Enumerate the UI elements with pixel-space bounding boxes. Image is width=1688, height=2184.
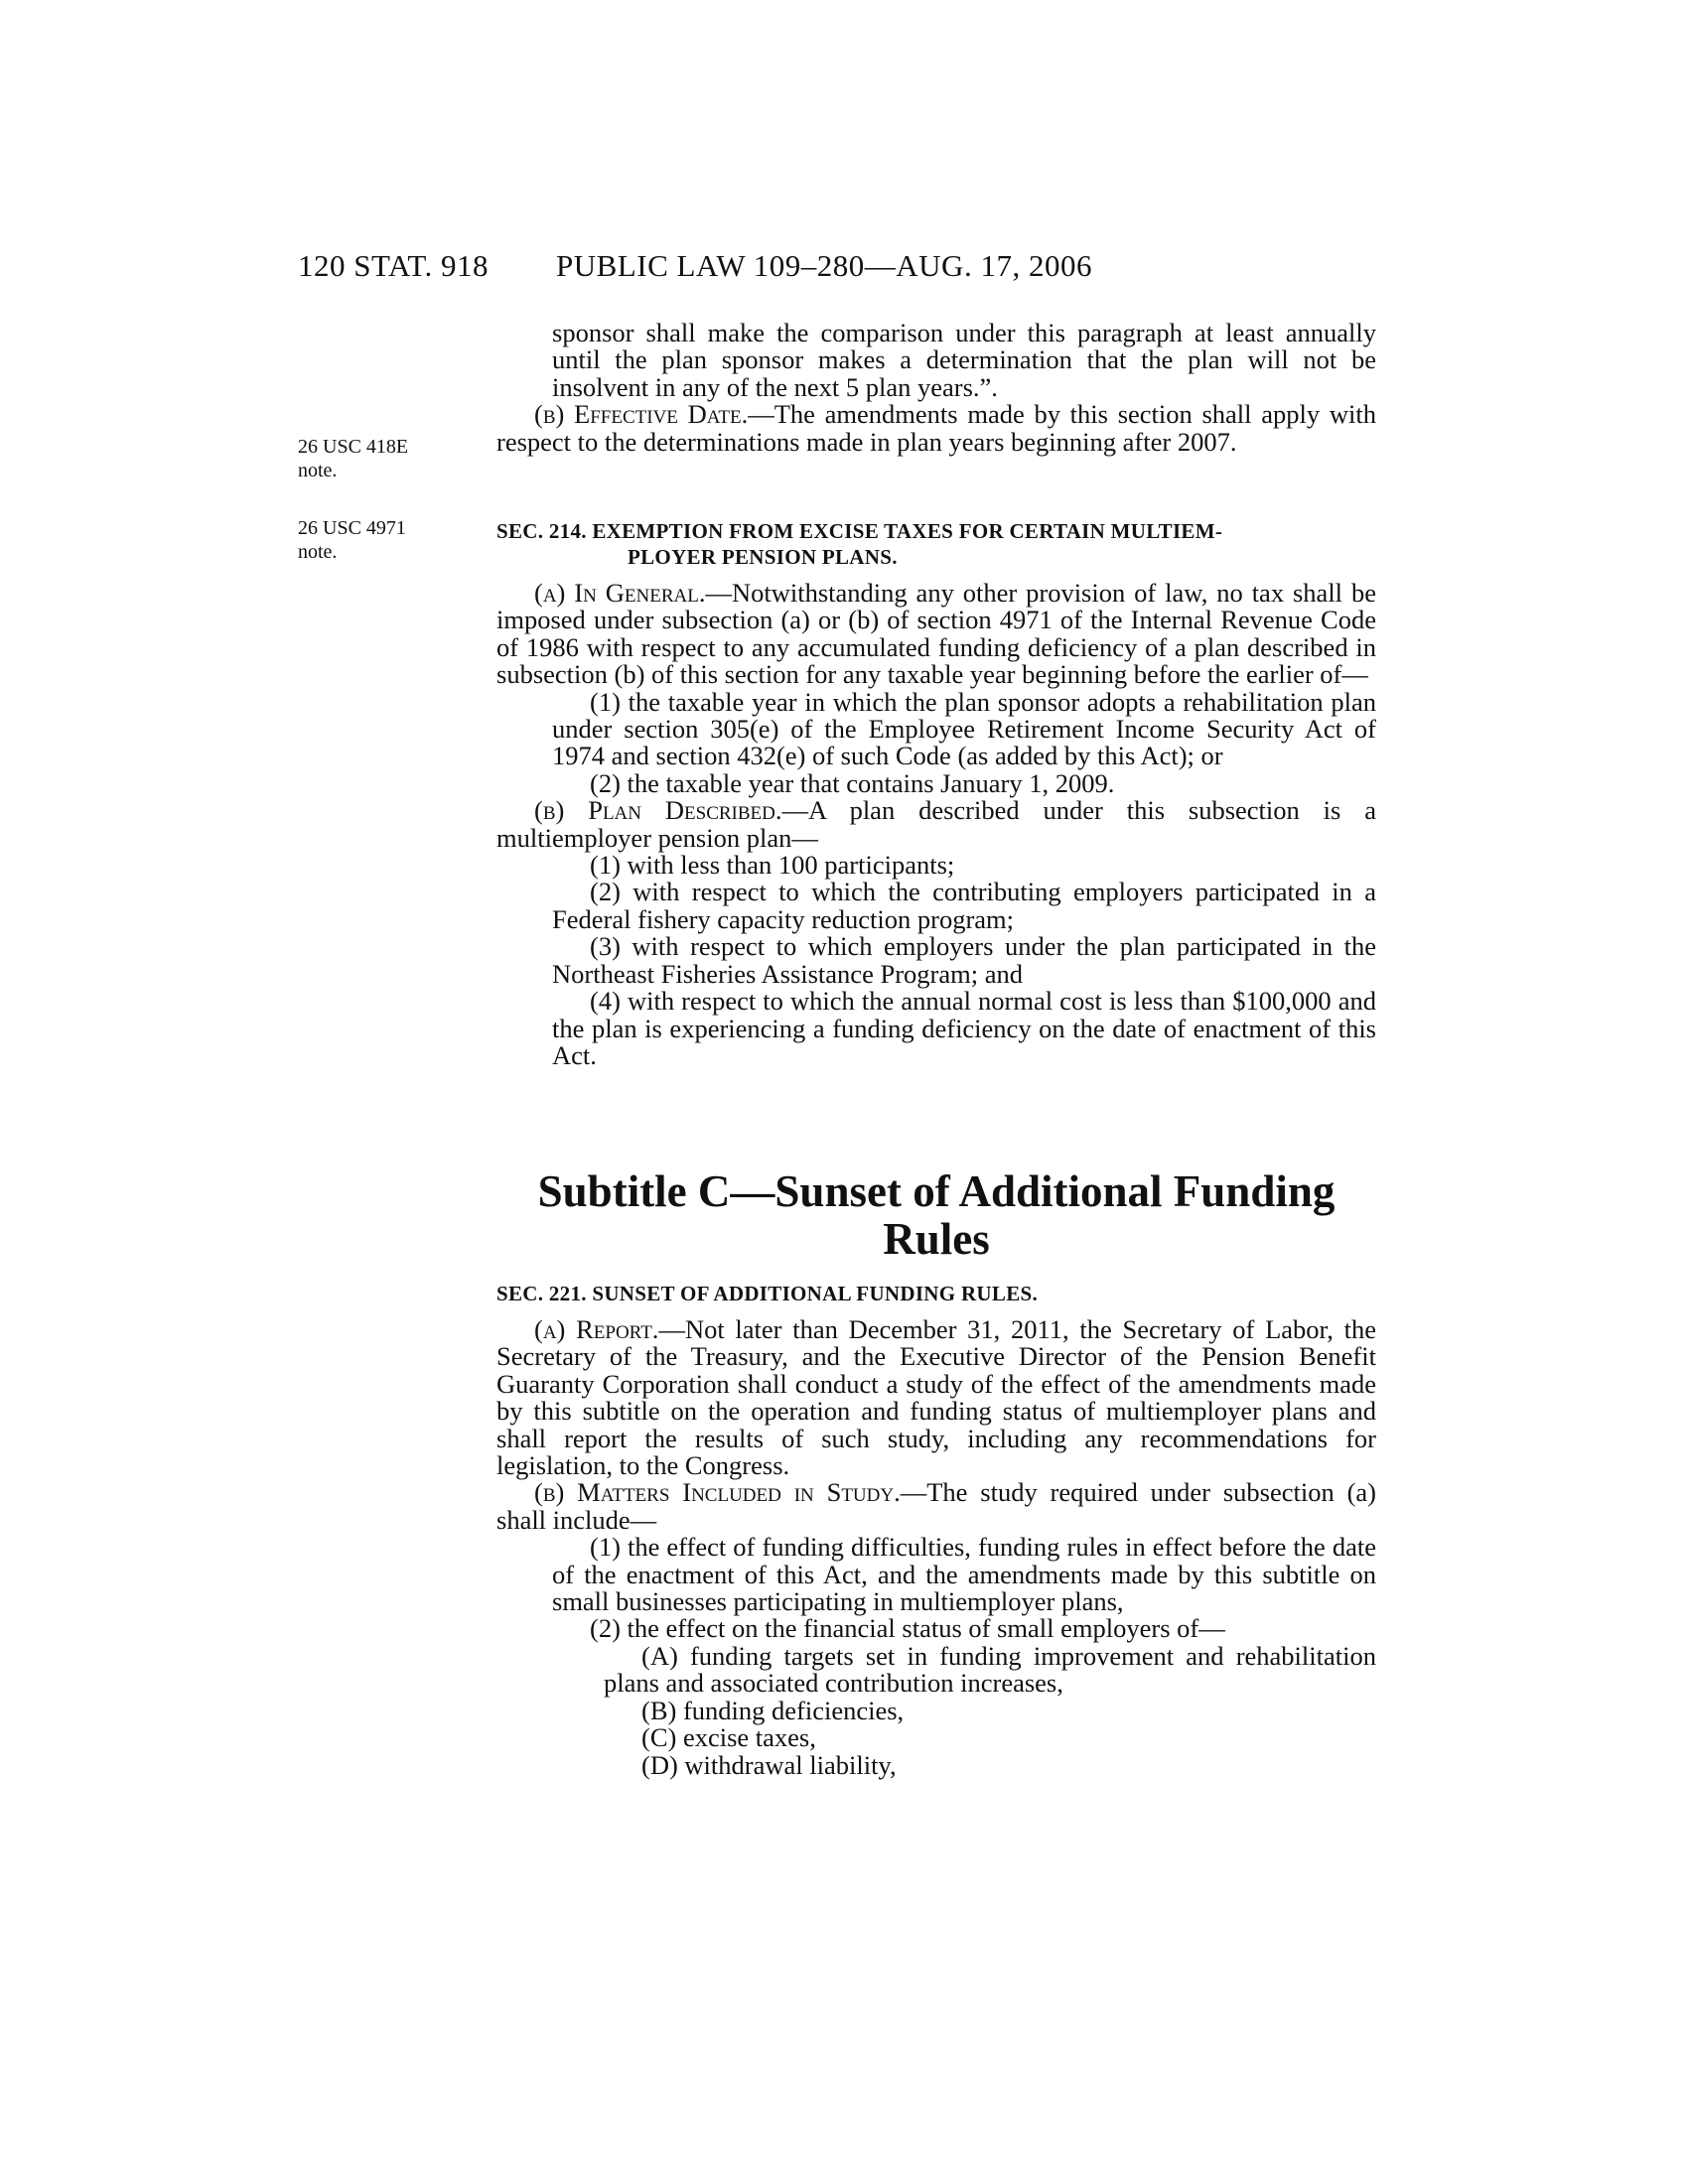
section-221-heading: SEC. 221. SUNSET OF ADDITIONAL FUNDING RULES. bbox=[496, 1282, 1039, 1305]
paragraph-214-a1: (1) the taxable year in which the plan sponsor adopts a rehabilitation plan under section 305(e) of the Employee Retirement Income Security Act of 1974 and section 432(e) of such Code (as added by this Act); or bbox=[552, 686, 1376, 771]
221-b-heading: (b) Matters Included in Study. bbox=[534, 1477, 901, 1508]
paragraph-214-b2: (2) with respect to which the contributing employers participated in a Federal fishery capacity reduction program; bbox=[552, 877, 1376, 934]
paragraph-221-a bbox=[496, 1316, 1376, 1479]
section-221 bbox=[496, 1281, 1376, 1779]
paragraph-221-bB: (B) funding deficiencies, bbox=[641, 1695, 905, 1725]
paragraph-221-bD: (D) withdrawal liability, bbox=[641, 1749, 897, 1780]
margin-note-usc-4971: 26 USC 4971 note. bbox=[298, 517, 406, 563]
paragraph-214-b1: (1) with less than 100 participants; bbox=[590, 850, 955, 881]
221-a-heading: (a) Report. bbox=[534, 1314, 659, 1344]
section-214 bbox=[496, 518, 1376, 1069]
margin-note-usc-418e: 26 USC 418E note. bbox=[298, 436, 409, 481]
effective-date-heading: (b) Effective Date. bbox=[534, 399, 749, 430]
paragraph-214-b4: (4) with respect to which the annual normal cost is less than $100,000 and the plan is experiencing a funding deficiency on the date of enactment of this Act. bbox=[552, 986, 1376, 1070]
paragraph-214-b3: (3) with respect to which employers under the plan participated in the Northeast Fisheries Assistance Program; and bbox=[552, 931, 1376, 989]
effective-date-text: —The amendments made by this section shall apply with respect to the determinations made in plan years beginning after 2007. bbox=[496, 399, 1376, 457]
subtitle-heading bbox=[496, 1167, 1376, 1263]
221-a-text: —Not later than December 31, 2011, the Secretary of Labor, the Secretary of the Treasury, and the Executive Director of the Pension Benefit Guaranty Corporation shall conduct a study of the effect of the amendments made by this subtitle on the operation and funding status of multiemployer plans and shall report the results of such study, including any recommendations for legislation, to the Congress. bbox=[496, 1314, 1377, 1481]
section-214-heading bbox=[496, 518, 1376, 570]
paragraph-221-bC: (C) excise taxes, bbox=[641, 1722, 816, 1753]
subtitle-line2: Rules bbox=[883, 1214, 990, 1264]
214-b-text: —A plan described under this subsection is a multiemployer pension plan— bbox=[496, 795, 1376, 853]
paragraph-221-b2: (2) the effect on the financial status of small employers of— bbox=[590, 1613, 1225, 1644]
paragraph-214-b bbox=[496, 797, 1376, 852]
paragraph-214-a bbox=[496, 580, 1376, 689]
paragraph-effective-date bbox=[496, 401, 1376, 456]
214-a-heading: (a) In General. bbox=[534, 578, 706, 608]
paragraph-221-b bbox=[496, 1479, 1376, 1534]
subtitle-line1: Subtitle C—Sunset of Additional Funding bbox=[537, 1166, 1336, 1216]
paragraph-221-bA: (A) funding targets set in funding improvement and rehabilitation plans and associated contribution increases, bbox=[604, 1640, 1376, 1699]
section-214-heading-line2: PLOYER PENSION PLANS. bbox=[628, 545, 898, 569]
paragraph-214-a2: (2) the taxable year that contains January 1, 2009. bbox=[590, 767, 1115, 798]
paragraph-continuation: sponsor shall make the comparison under this paragraph at least annually until the plan sponsor makes a determination that the plan will not be insolvent in any of the next 5 plan years.”. bbox=[552, 318, 1376, 402]
page-running-title: PUBLIC LAW 109–280—AUG. 17, 2006 bbox=[556, 248, 1092, 283]
document-body-top bbox=[496, 320, 1376, 456]
214-b-heading: (b) Plan Described. bbox=[534, 795, 782, 826]
section-214-heading-line1: SEC. 214. EXEMPTION FROM EXCISE TAXES FOR CERTAIN MULTIEM- bbox=[496, 519, 1223, 543]
221-b-text: —The study required under subsection (a) shall include— bbox=[496, 1477, 1376, 1535]
page-stat-citation: 120 STAT. 918 bbox=[298, 248, 490, 283]
paragraph-221-b1: (1) the effect of funding difficulties, funding rules in effect before the date of the enactment of this Act, and the amendments made by this subtitle on small businesses participating in multiemployer plans, bbox=[552, 1532, 1376, 1617]
214-a-text: —Notwithstanding any other provision of law, no tax shall be imposed under subsection (a) or (b) of section 4971 of the Internal Revenue Code of 1986 with respect to any accumulated funding deficiency of a plan described in subsection (b) of this section for any taxable year beginning before the earlier of— bbox=[496, 578, 1376, 690]
